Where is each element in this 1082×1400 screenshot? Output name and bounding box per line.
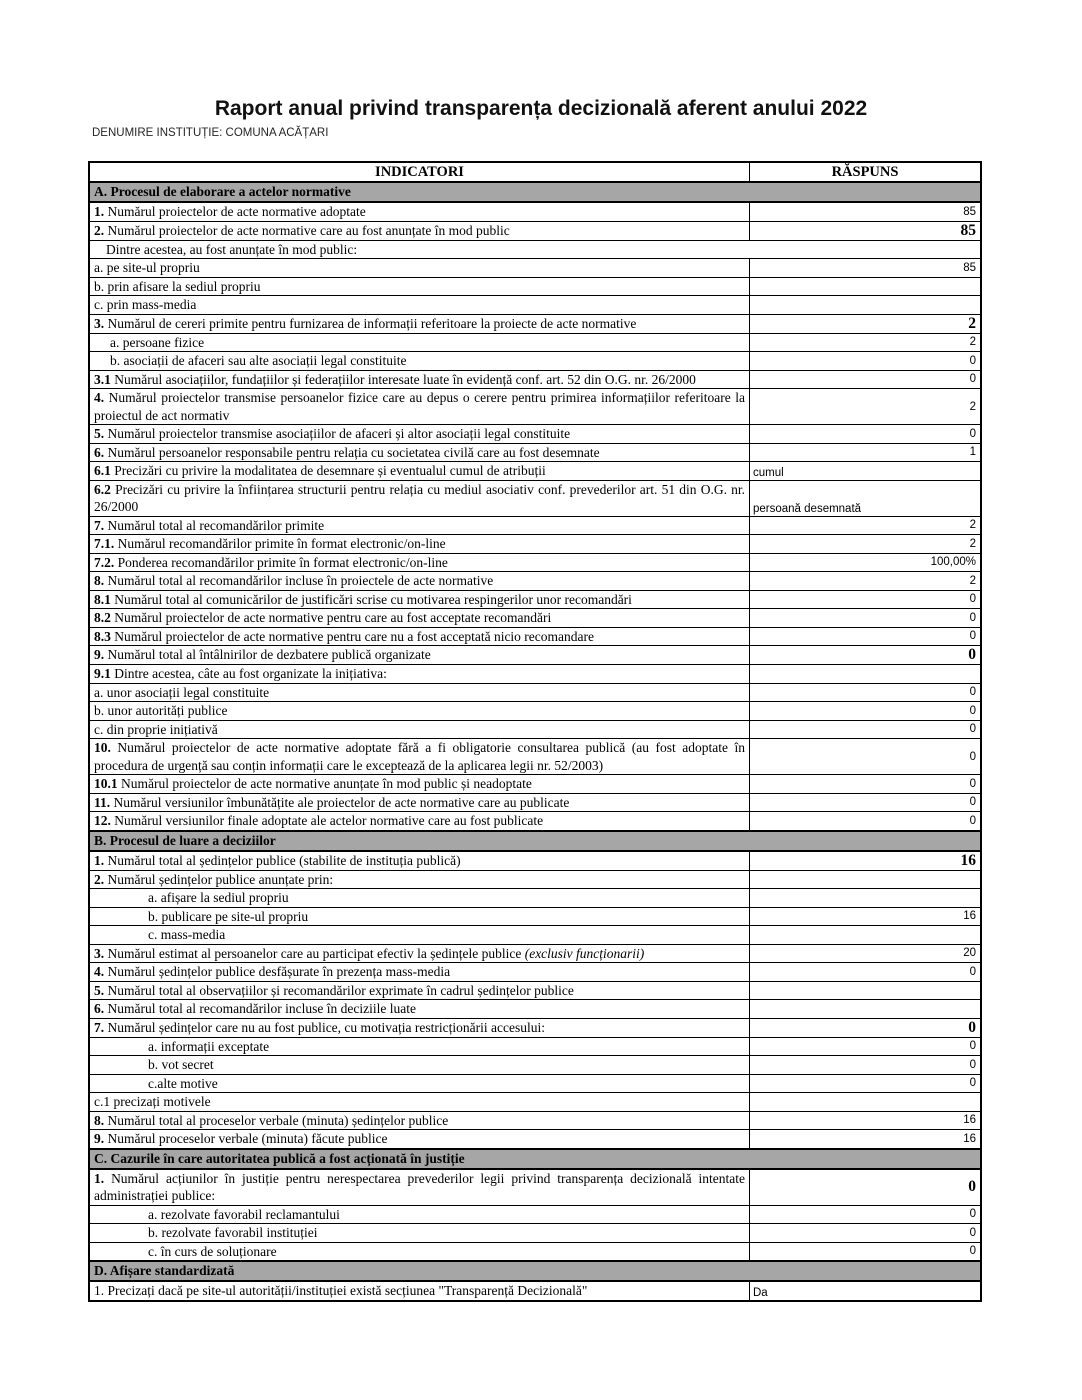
indicator-number: 10.1 bbox=[94, 776, 121, 791]
table-row bbox=[90, 850, 980, 870]
indicator-cell: 7. Numărul total al recomandărilor primite bbox=[94, 517, 325, 533]
answer-cell: 0 bbox=[749, 1224, 980, 1242]
indicator-cell: b. unor autorități publice bbox=[94, 703, 228, 718]
table-row bbox=[90, 1205, 980, 1224]
indicator-cell: 11. Numărul versiunilor îmbunătățite ale proiectelor de acte normative care au publicate bbox=[94, 794, 570, 810]
answer-cell: 16 bbox=[749, 908, 980, 926]
indicator-cell: 7.1. Numărul recomandărilor primite în format electronic/on-line bbox=[94, 536, 446, 551]
table-row bbox=[90, 1055, 980, 1074]
indicator-cell: 6.2 Precizări cu privire la înființarea structurii pentru relația cu mediul asociativ conf. prevederilor art. 51 din O.G. nr. 26/2000 bbox=[94, 481, 745, 514]
answer-cell bbox=[749, 889, 980, 907]
indicator-cell: Dintre acestea, au fost anunțate în mod public: bbox=[106, 241, 358, 257]
answer-cell: 0 bbox=[749, 702, 980, 720]
indicator-number: 6.1 bbox=[94, 463, 115, 478]
table-row bbox=[90, 944, 980, 963]
answer-cell bbox=[749, 871, 980, 889]
answer-cell: 0 bbox=[749, 721, 980, 739]
table-row bbox=[90, 1223, 980, 1242]
indicator-number: 8.2 bbox=[94, 610, 115, 625]
report-table bbox=[88, 161, 982, 1302]
table-row bbox=[90, 258, 980, 277]
answer-cell: 2 bbox=[749, 315, 980, 333]
indicator-cell: a. persoane fizice bbox=[110, 334, 205, 350]
answer-cell: persoană desemnată bbox=[749, 481, 980, 516]
answer-cell bbox=[749, 296, 980, 314]
indicator-cell: 5. Numărul total al observațiilor și recomandărilor exprimate în cadrul ședințelor publice bbox=[94, 982, 574, 998]
indicator-cell: 6.1 Precizări cu privire la modalitatea de desemnare și eventualul cumul de atribuții bbox=[94, 463, 546, 478]
answer-cell bbox=[749, 982, 980, 1000]
answer-cell: 2 bbox=[749, 535, 980, 553]
answer-cell: 100,00% bbox=[749, 554, 980, 572]
indicator-cell: c. din proprie inițiativă bbox=[94, 721, 218, 737]
indicator-cell: a. unor asociații legal constituite bbox=[94, 684, 270, 700]
section-header-row bbox=[90, 830, 980, 850]
answer-cell: 0 bbox=[749, 609, 980, 627]
indicator-cell: 6. Numărul total al recomandărilor incluse în deciziile luate bbox=[94, 1001, 417, 1016]
indicator-number: 3.1 bbox=[94, 371, 115, 387]
answer-cell: 0 bbox=[749, 794, 980, 812]
section-label: A. Procesul de elaborare a actelor normative bbox=[94, 184, 351, 199]
indicator-number: 9. bbox=[94, 647, 108, 662]
indicator-cell: 3. Numărul de cereri primite pentru furnizarea de informații referitoare la proiecte de acte normative bbox=[94, 315, 637, 331]
indicator-cell: 10. Numărul proiectelor de acte normative adoptate fără a fi obligatorie consultarea publică (au fost adoptate în procedura de urgență sau conțin informații care le exceptează de la aplicarea legii nr. 52/2003) bbox=[94, 740, 745, 773]
indicator-number: 8.3 bbox=[94, 628, 115, 644]
indicator-number: 10. bbox=[94, 740, 118, 755]
table-row bbox=[90, 793, 980, 812]
table-row bbox=[90, 1168, 980, 1205]
table-row bbox=[90, 1111, 980, 1130]
answer-cell: 16 bbox=[749, 852, 980, 870]
answer-cell bbox=[749, 1093, 980, 1111]
table-row bbox=[90, 370, 980, 389]
table-row bbox=[90, 981, 980, 1000]
indicator-cell: 8. Numărul total al recomandărilor incluse în proiectele de acte normative bbox=[94, 573, 494, 588]
table-row bbox=[90, 627, 980, 646]
indicator-cell: a. afișare la sediul propriu bbox=[148, 890, 289, 905]
indicator-cell: 7.2. Ponderea recomandărilor primite în format electronic/on-line bbox=[94, 554, 448, 570]
indicator-number: 7. bbox=[94, 1019, 108, 1035]
answer-cell: 0 bbox=[749, 1038, 980, 1056]
indicator-number: 6. bbox=[94, 444, 108, 460]
section-header-row bbox=[90, 181, 980, 201]
indicator-cell: 12. Numărul versiunilor finale adoptate ale actelor normative care au fost publicate bbox=[94, 813, 544, 828]
institution-line: DENUMIRE INSTITUȚIE: COMUNA ACĂȚARI bbox=[92, 127, 329, 139]
table-row bbox=[90, 1129, 980, 1148]
answer-cell bbox=[749, 278, 980, 296]
table-header-row bbox=[90, 163, 980, 181]
indicator-cell: c. prin mass-media bbox=[94, 297, 197, 312]
indicator-number: 3. bbox=[94, 945, 108, 961]
answer-cell: cumul bbox=[749, 462, 980, 480]
indicator-cell: 1. Numărul total al ședințelor publice (stabilite de instituția publică) bbox=[94, 852, 461, 868]
indicator-number: 2. bbox=[94, 871, 108, 887]
indicator-number: 1. bbox=[94, 1170, 112, 1186]
answer-cell: 85 bbox=[749, 203, 980, 221]
indicator-cell: c. în curs de soluționare bbox=[148, 1243, 277, 1259]
answer-cell: 0 bbox=[749, 1170, 980, 1205]
answer-cell: 0 bbox=[749, 425, 980, 443]
table-row bbox=[90, 701, 980, 720]
indicator-number: 5. bbox=[94, 426, 108, 441]
answer-cell: 0 bbox=[749, 775, 980, 793]
answer-cell bbox=[749, 926, 980, 944]
table-row bbox=[90, 388, 980, 424]
section-header-row bbox=[90, 1148, 980, 1168]
indicator-cell: 6. Numărul persoanelor responsabile pentru relația cu societatea civilă care au fost desemnate bbox=[94, 444, 600, 460]
answer-cell: 0 bbox=[749, 646, 980, 664]
indicator-cell: 3. Numărul estimat al persoanelor care au participat efectiv la ședințele publice (exclusiv funcționarii) bbox=[94, 945, 645, 961]
table-row bbox=[90, 720, 980, 739]
answer-cell: 0 bbox=[749, 1019, 980, 1037]
indicator-cell: 7. Numărul ședințelor care nu au fost publice, cu motivația restricționării accesului: bbox=[94, 1019, 545, 1035]
table-row bbox=[90, 553, 980, 572]
table-row bbox=[90, 295, 980, 314]
indicator-cell: 3.1 Numărul asociațiilor, fundațiilor și federațiilor interesate luate în evidență conf. art. 52 din O.G. nr. 26/2000 bbox=[94, 371, 696, 387]
indicator-cell: 1. Precizați dacă pe site-ul autorității/instituției există secțiunea "Transparență Decizională" bbox=[94, 1283, 588, 1298]
table-row bbox=[90, 277, 980, 296]
indicator-cell: c. mass-media bbox=[148, 927, 226, 942]
answer-cell: 1 bbox=[749, 444, 980, 462]
answer-cell: 0 bbox=[749, 1243, 980, 1261]
indicator-number: 5. bbox=[94, 982, 108, 998]
indicator-number: 6. bbox=[94, 1001, 108, 1016]
indicator-cell: a. rezolvate favorabil reclamantului bbox=[148, 1206, 340, 1222]
indicator-number: 7.2. bbox=[94, 554, 118, 570]
answer-cell: 16 bbox=[749, 1130, 980, 1148]
table-row bbox=[90, 683, 980, 702]
table-row bbox=[90, 999, 980, 1018]
answer-cell: 85 bbox=[749, 222, 980, 240]
indicator-number: 9. bbox=[94, 1131, 108, 1146]
indicator-cell: 5. Numărul proiectelor transmise asociațiilor de afaceri și altor asociații legal constituite bbox=[94, 426, 571, 441]
table-row bbox=[90, 645, 980, 664]
table-row bbox=[90, 590, 980, 609]
page-title: Raport anual privind transparența decizională aferent anului 2022 bbox=[214, 97, 868, 120]
indicator-number: 4. bbox=[94, 964, 108, 979]
indicator-number: 1. bbox=[94, 852, 108, 868]
indicator-number: 1. bbox=[94, 204, 108, 219]
table-row bbox=[90, 738, 980, 774]
table-row bbox=[90, 201, 980, 221]
table-row bbox=[90, 424, 980, 443]
indicator-number: 7. bbox=[94, 517, 108, 533]
indicator-cell: 1. Numărul proiectelor de acte normative adoptate bbox=[94, 204, 366, 219]
indicator-cell: 9.1 Dintre acestea, câte au fost organizate la inițiativa: bbox=[94, 666, 387, 681]
table-row bbox=[90, 314, 980, 333]
table-row bbox=[90, 480, 980, 516]
indicator-number: 3. bbox=[94, 315, 108, 331]
table-row bbox=[90, 534, 980, 553]
indicator-cell: b. asociații de afaceri sau alte asociații legal constituite bbox=[110, 353, 407, 368]
indicator-cell: 10.1 Numărul proiectelor de acte normative anunțate în mod public și neadoptate bbox=[94, 776, 532, 791]
span-row bbox=[90, 240, 980, 259]
table-row bbox=[90, 1074, 980, 1093]
table-row bbox=[90, 870, 980, 889]
indicator-cell: 2. Numărul proiectelor de acte normative care au fost anunțate în mod public bbox=[94, 222, 510, 238]
indicator-cell: 4. Numărul proiectelor transmise persoanelor fizice care au depus o cerere pentru primirea informațiilor referitoare la proiectul de act normativ bbox=[94, 390, 746, 423]
answer-cell: 2 bbox=[749, 572, 980, 590]
table-row bbox=[90, 774, 980, 793]
indicator-number: 4. bbox=[94, 390, 109, 405]
indicator-cell: 2. Numărul ședințelor publice anunțate prin: bbox=[94, 871, 334, 887]
answer-cell: 0 bbox=[749, 1056, 980, 1074]
indicator-italic-note: (exclusiv funcționarii) bbox=[524, 945, 645, 961]
indicator-number: 8.1 bbox=[94, 591, 115, 607]
indicator-cell: 4. Numărul ședințelor publice desfășurate în prezența mass-media bbox=[94, 964, 451, 979]
indicator-cell: 9. Numărul proceselor verbale (minuta) făcute publice bbox=[94, 1131, 388, 1146]
indicator-cell: 8.3 Numărul proiectelor de acte normative pentru care nu a fost acceptată nicio recomandare bbox=[94, 628, 595, 644]
section-header-row bbox=[90, 1260, 980, 1280]
answer-cell: 85 bbox=[749, 259, 980, 277]
table-row bbox=[90, 461, 980, 480]
indicator-cell: a. pe site-ul propriu bbox=[94, 260, 200, 275]
table-row bbox=[90, 571, 980, 590]
answer-cell: 0 bbox=[749, 628, 980, 646]
answer-cell: 0 bbox=[749, 352, 980, 370]
table-row bbox=[90, 333, 980, 352]
indicator-cell: 8. Numărul total al proceselor verbale (minuta) ședințelor publice bbox=[94, 1112, 449, 1128]
answer-cell: 16 bbox=[749, 1112, 980, 1130]
indicator-number: 9.1 bbox=[94, 666, 115, 681]
indicator-cell: b. publicare pe site-ul propriu bbox=[148, 908, 309, 924]
indicator-number: 8. bbox=[94, 1112, 108, 1128]
table-row bbox=[90, 221, 980, 240]
table-row bbox=[90, 925, 980, 944]
indicator-cell: a. informații exceptate bbox=[148, 1038, 270, 1054]
section-label: C. Cazurile în care autoritatea publică a fost acționată în justiție bbox=[94, 1150, 465, 1166]
indicator-number: 12. bbox=[94, 813, 115, 828]
answer-cell: 0 bbox=[749, 684, 980, 702]
answer-cell: 2 bbox=[749, 334, 980, 352]
indicator-cell: 1. Numărul acțiunilor în justiție pentru nerespectarea prevederilor legii privind transparența decizională intentate administrației publice: bbox=[94, 1170, 746, 1203]
indicator-cell: c.alte motive bbox=[148, 1075, 218, 1091]
section-label: B. Procesul de luare a deciziilor bbox=[94, 832, 276, 848]
indicator-number: 11. bbox=[94, 794, 114, 810]
answer-cell: Da bbox=[749, 1282, 980, 1300]
answer-cell: 2 bbox=[749, 517, 980, 535]
indicator-cell: b. rezolvate favorabil instituției bbox=[148, 1225, 318, 1240]
table-row bbox=[90, 1037, 980, 1056]
answer-cell: 0 bbox=[749, 591, 980, 609]
indicator-number: 8. bbox=[94, 573, 108, 588]
table-row bbox=[90, 516, 980, 535]
table-row bbox=[90, 443, 980, 462]
answer-cell: 0 bbox=[749, 371, 980, 389]
table-row bbox=[90, 907, 980, 926]
indicator-number: 6.2 bbox=[94, 481, 116, 497]
indicator-cell: 9. Numărul total al întâlnirilor de dezbatere publică organizate bbox=[94, 647, 431, 662]
table-row bbox=[90, 351, 980, 370]
answer-cell: 2 bbox=[749, 389, 980, 424]
answer-cell: 0 bbox=[749, 1206, 980, 1224]
answer-cell: 20 bbox=[749, 945, 980, 963]
indicator-number: 2. bbox=[94, 222, 108, 238]
table-row bbox=[90, 962, 980, 981]
table-row bbox=[90, 1018, 980, 1037]
table-row bbox=[90, 811, 980, 830]
answer-cell: 0 bbox=[749, 739, 980, 774]
table-row bbox=[90, 1242, 980, 1261]
table-row bbox=[90, 664, 980, 683]
table-row bbox=[90, 888, 980, 907]
indicator-cell: 8.1 Numărul total al comunicărilor de justificări scrise cu motivarea respingerilor unor recomandări bbox=[94, 591, 632, 607]
indicator-cell: c.1 precizați motivele bbox=[94, 1094, 211, 1109]
answer-cell bbox=[749, 665, 980, 683]
table-row bbox=[90, 1092, 980, 1111]
table-row bbox=[90, 1280, 980, 1300]
section-label: D. Afișare standardizată bbox=[94, 1263, 235, 1278]
answer-cell: 0 bbox=[749, 963, 980, 981]
answer-cell bbox=[749, 1000, 980, 1018]
answer-cell: 0 bbox=[749, 812, 980, 830]
indicator-cell: b. prin afisare la sediul propriu bbox=[94, 278, 261, 294]
answer-cell: 0 bbox=[749, 1075, 980, 1093]
table-row bbox=[90, 608, 980, 627]
indicator-cell: b. vot secret bbox=[148, 1057, 214, 1072]
indicator-number: 7.1. bbox=[94, 536, 118, 551]
indicator-cell: 8.2 Numărul proiectelor de acte normative pentru care au fost acceptate recomandări bbox=[94, 610, 552, 625]
col-header-raspuns: RĂSPUNS bbox=[749, 163, 980, 181]
col-header-indicatori: INDICATORI bbox=[375, 164, 464, 180]
